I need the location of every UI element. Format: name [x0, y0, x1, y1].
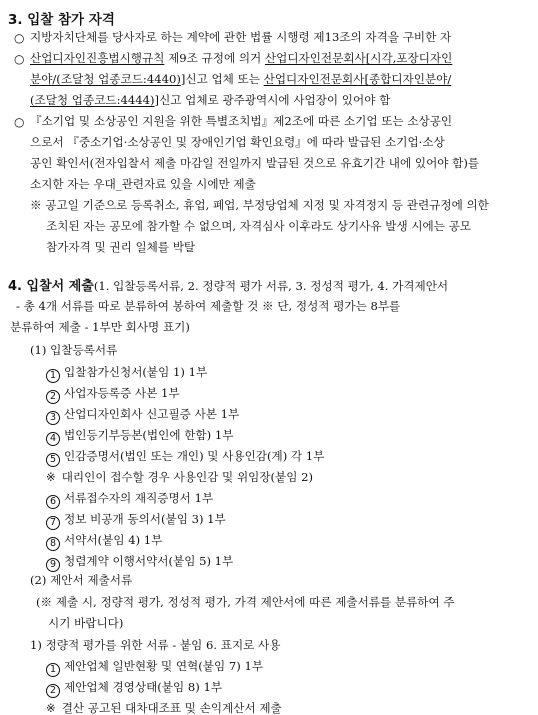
list-item	[46, 556, 233, 572]
list-item	[46, 703, 282, 715]
list-item	[46, 493, 213, 509]
qualification-1: 지방자치단체를 당사자로 하는 계약에 관한 법률 시행령 제13조의 자격을 구비한 자	[30, 30, 452, 44]
note-line-1: ※ 공고일 기준으로 등록취소, 휴업, 폐업, 부정당업체 지정 및 자격정지 등 관련규정에 의한	[30, 198, 489, 212]
circled-number: 9	[46, 558, 60, 572]
qualification-3-line-2: 으로서 『중소기업·소상공인 및 장애인기업 확인요령』에 따라 발급된 소기업·소상	[30, 135, 445, 149]
list-item	[46, 661, 263, 677]
bullet-circle: ○	[14, 31, 25, 45]
subsection-2-title: (2) 제안서 제출서류	[30, 573, 133, 587]
circled-number: 1	[46, 663, 60, 677]
qualification-3-line-3: 공인 확인서(전자입찰서 제출 마감일 전일까지 발급된 것으로 유효기간 내에 있어야 함)를	[30, 156, 480, 170]
qualification-2-line-3	[30, 95, 390, 107]
list-item-text: 결산 공고된 대차대조표 및 손익계산서 제출	[61, 701, 282, 715]
circled-number: 3	[46, 411, 60, 425]
industry-code: (조달청 업종코드:4444)	[30, 93, 155, 107]
qualification-2-line-2	[30, 74, 451, 86]
bullet-circle: ○	[14, 115, 25, 129]
text: ]신고 업체 또는	[180, 72, 264, 86]
list-item	[46, 388, 180, 404]
law-name: 산업디자인진흥법시행규칙	[30, 51, 165, 65]
section-4-title: 4. 입찰서 제출	[8, 279, 94, 294]
list-item	[46, 367, 207, 383]
subsection-2-1-title: 1) 정량적 평가를 위한 서류 - 붙임 6. 표지로 사용	[30, 638, 281, 652]
list-item	[46, 535, 162, 551]
note-mark: ※	[46, 470, 56, 484]
list-item-text: 입찰참가신청서(붙임 1) 1부	[64, 365, 208, 379]
list-item	[46, 451, 324, 467]
list-item-text: 사업자등록증 사본 1부	[64, 386, 180, 400]
list-item-text: 서류접수자의 재직증명서 1부	[64, 491, 214, 505]
text: (1. 입찰등록서류, 2. 정량적 평가 서류, 3. 정성적 평가, 4. 가격제안서	[93, 279, 449, 293]
list-item	[46, 514, 226, 530]
circled-number: 7	[46, 516, 60, 530]
section-4-intro-line-1	[8, 280, 448, 293]
circled-number: 4	[46, 432, 60, 446]
bullet-circle: ○	[14, 52, 25, 66]
list-item	[46, 682, 222, 698]
company-type: 산업디자인전문회사	[264, 51, 366, 65]
circled-number: 8	[46, 537, 60, 551]
design-field: [시각,포장디자인	[365, 51, 453, 65]
qualification-2-line-1	[30, 53, 452, 65]
section-4-intro-line-2: - 총 4개 서류를 따로 분류하여 봉하여 제출할 것 ※ 단, 정성적 평가는 8부를	[16, 299, 401, 313]
industry-code: 분야/(조달청 업종코드:4440)	[30, 72, 181, 86]
list-item-text: 서약서(붙임 4) 1부	[64, 533, 163, 547]
note-mark: ※	[46, 701, 56, 715]
subsection-2-note-line-2: 시기 바랍니다)	[48, 616, 124, 630]
text: ]신고 업체로 광주광역시에 사업장이 있어야 함	[154, 93, 391, 107]
list-item-text: 산업디자인회사 신고필증 사본 1부	[64, 407, 240, 421]
circled-number: 5	[46, 453, 60, 467]
company-type: 산업디자인전문회사	[263, 72, 365, 86]
list-item-text: 제안업체 일반현황 및 연혁(붙임 7) 1부	[64, 659, 264, 673]
circled-number: 2	[46, 684, 60, 698]
text: 제9조 규정에 의거	[164, 51, 265, 65]
list-item	[46, 472, 313, 484]
list-item	[46, 409, 239, 425]
list-item-text: 대리인이 접수할 경우 사용인감 및 위임장(붙임 2)	[61, 470, 314, 484]
qualification-3-line-1: 『소기업 및 소상공인 지원을 위한 특별조치법』제2조에 따른 소기업 또는 소상공인	[30, 114, 453, 128]
list-item-text: 청렴계약 이행서약서(붙임 5) 1부	[64, 554, 234, 568]
note-line-3: 참가자격 및 권리 일체를 박탈	[46, 240, 196, 254]
list-item-text: 정보 비공개 동의서(붙임 3) 1부	[64, 512, 226, 526]
section-4-intro-line-3: 분류하여 제출 - 1부만 회사명 표기)	[10, 320, 190, 334]
list-item	[46, 430, 233, 446]
circled-number: 2	[46, 390, 60, 404]
circled-number: 6	[46, 495, 60, 509]
subsection-2-note-line-1: (※ 제출 시, 정량적 평가, 정성적 평가, 가격 제안서에 따른 제출서류를 분류하여 주	[36, 595, 455, 609]
list-item-text: 법인등기부등본(법인에 한함) 1부	[64, 428, 234, 442]
note-line-2: 조치된 자는 공모에 참가할 수 없으며, 자격심사 이후라도 상기사유 발생 시에는 공모	[46, 219, 472, 233]
subsection-1-title: (1) 입찰등록서류	[30, 343, 118, 357]
design-field: [종합디자인분야/	[364, 72, 452, 86]
list-item-text: 제안업체 경영상태(붙임 8) 1부	[64, 680, 223, 694]
circled-number: 1	[46, 369, 60, 383]
list-item-text: 인감증명서(법인 또는 개인) 및 사용인감(계) 각 1부	[64, 449, 325, 463]
qualification-3-line-4: 소지한 자는 우대_관련자료 있을 시에만 제출	[30, 177, 256, 191]
section-3-title: 3. 입찰 참가 자격	[8, 12, 115, 28]
